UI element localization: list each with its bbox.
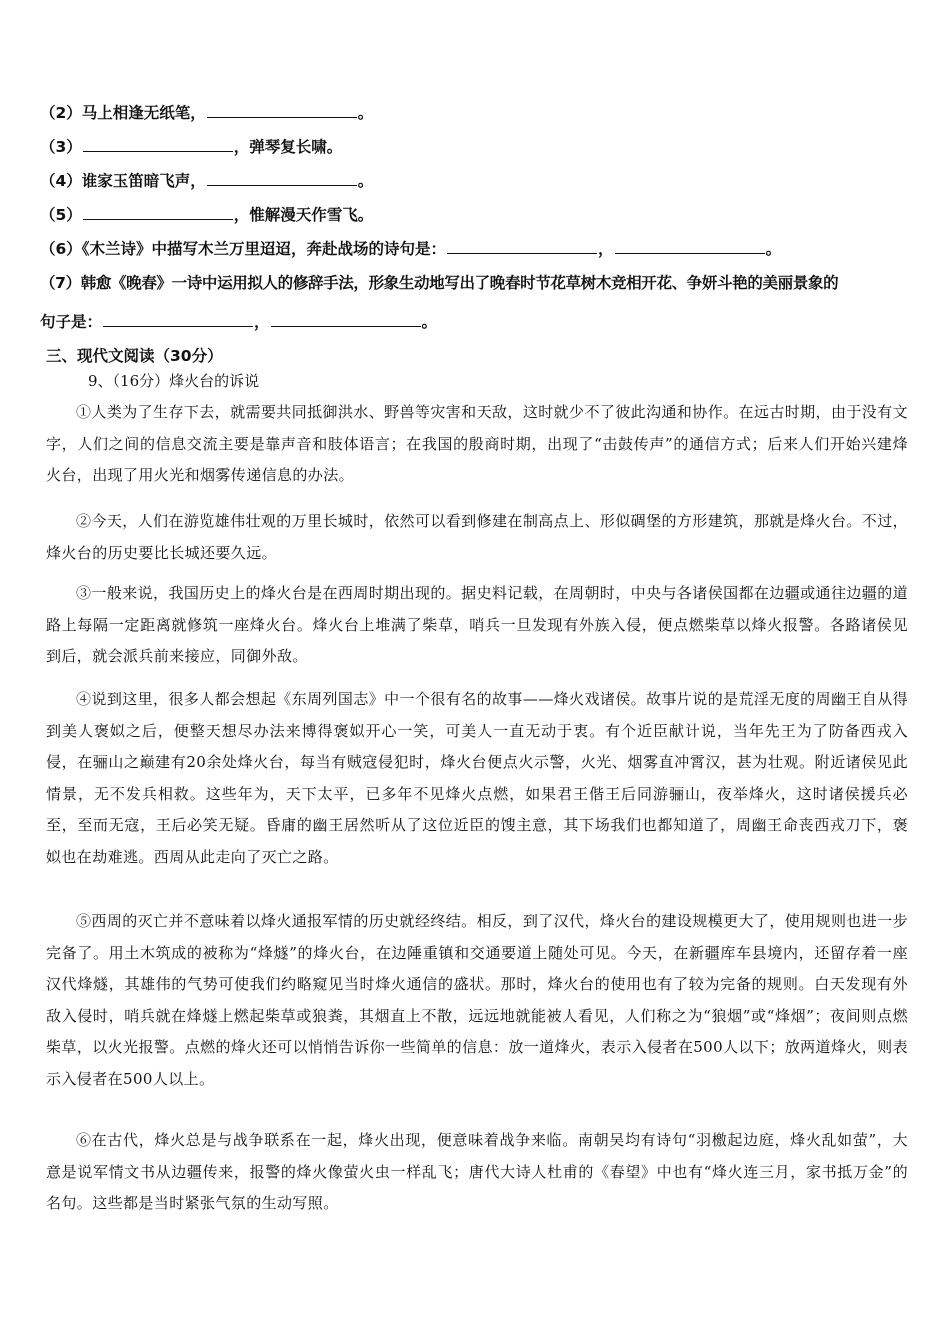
answer-blank[interactable] — [207, 170, 357, 186]
question-6-separator: ， — [598, 240, 614, 258]
answer-blank[interactable] — [83, 136, 233, 152]
question-7-line-2 — [40, 311, 920, 333]
question-2-text: （2）马上相逢无纸笔， — [40, 104, 206, 122]
question-6-text: （6）《木兰诗》中描写木兰万里迢迢，奔赴战场的诗句是： — [40, 240, 447, 258]
paragraph-2: ②今天，人们在游览雄伟壮观的万里长城时，依然可以看到修建在制高点上、形似碉堡的方形建筑，那就是烽火台。不过，烽火台的历史要比长城还要久远。 — [46, 512, 908, 562]
answer-blank[interactable] — [83, 204, 233, 220]
question-7-separator: ， — [254, 313, 270, 331]
answer-blank[interactable] — [615, 238, 765, 254]
paragraph-4: ④说到这里，很多人都会想起《东周列国志》中一个很有名的故事——烽火戏诸侯。故事片说的是荒淫无度的周幽王自从得到美人褒姒之后，便整天想尽办法来博得褒姒开心一笑，可美人一直无动于衷。有个近臣献计说，当年先王为了防备西戎入侵，在骊山之巅建有20余处烽火台，每当有贼寇侵犯时，烽火台便点火示警，火光、烟雾直冲霄汉，甚为壮观。附近诸侯见此情景，无不发兵相救。这些年为，天下太平，已多年不见烽火点燃，如果君王偕王后同游骊山，夜举烽火，这时诸侯援兵必至，至而无寇，王后必笑无疑。昏庸的幽王居然听从了这位近臣的馊主意，其下场我们也都知道了，周幽王命丧西戎刀下，褒姒也在劫难逃。西周从此走向了灭亡之路。 — [46, 690, 908, 866]
reading-title: 9、（16分）烽火台的诉说 — [88, 372, 260, 390]
paragraph-6: ⑥在古代，烽火总是与战争联系在一起，烽火出现，便意味着战争来临。南朝吴均有诗句“羽檄起边庭，烽火乱如萤”，大意是说军情文书从边疆传来，报警的烽火像萤火虫一样乱飞；唐代大诗人杜甫的《春望》中也有“烽火连三月，家书抵万金”的名句。这些都是当时紧张气氛的生动写照。 — [46, 1131, 908, 1212]
paragraph-3: ③一般来说，我国历史上的烽火台是在西周时期出现的。据史料记载，在周朝时，中央与各诸侯国都在边疆或通往边疆的道路上每隔一定距离就修筑一座烽火台。烽火台上堆满了柴草，哨兵一旦发现有外族入侵，便点燃柴草以烽火报警。各路诸侯见到后，就会派兵前来接应，同御外敌。 — [46, 584, 908, 665]
question-3-number: （3） — [40, 138, 82, 156]
paragraph-1: ①人类为了生存下去，就需要共同抵御洪水、野兽等灾害和天敌，这时就少不了彼此沟通和协作。在远古时期，由于没有文字，人们之间的信息交流主要是靠声音和肢体语言；在我国的殷商时期，出现了“击鼓传声”的通信方式；后来人们开始兴建烽火台，出现了用火光和烟雾传递信息的办法。 — [46, 403, 908, 484]
question-5-text: ，惟解漫天作雪飞。 — [233, 206, 374, 224]
question-5 — [40, 204, 920, 226]
question-2-end: 。 — [357, 104, 374, 122]
question-7-text: （7）韩愈《晚春》一诗中运用拟人的修辞手法，形象生动地写出了晚春时节花草树木竞相开花、争妍斗艳的美丽景象的 — [40, 274, 839, 292]
question-4-end: 。 — [357, 172, 374, 190]
question-4 — [40, 170, 920, 192]
answer-blank[interactable] — [207, 102, 357, 118]
question-2 — [40, 102, 920, 124]
question-6-end: 。 — [765, 240, 782, 258]
question-3 — [40, 136, 920, 158]
question-7-line-1 — [40, 272, 920, 294]
question-6 — [40, 238, 920, 260]
question-3-text: ，弹琴复长啸。 — [233, 138, 343, 156]
section-title: 三、现代文阅读（30分） — [46, 347, 223, 365]
answer-blank[interactable] — [103, 311, 253, 327]
answer-blank[interactable] — [447, 238, 597, 254]
question-5-number: （5） — [40, 206, 82, 224]
paragraph-5: ⑤西周的灭亡并不意味着以烽火通报军情的历史就经终结。相反，到了汉代，烽火台的建设规模更大了，使用规则也进一步完备了。用土木筑成的被称为“烽燧”的烽火台，在边陲重镇和交通要道上随处可见。今天，在新疆库车县境内，还留存着一座汉代烽燧，其雄伟的气势可使我们约略窥见当时烽火通信的盛状。那时，烽火台的使用也有了较为完备的规则。白天发现有外敌入侵时，哨兵就在烽燧上燃起柴草或狼粪，其烟直上不散，远远地就能被人看见，人们称之为“狼烟”或“烽烟”；夜间则点燃柴草，以火光报警。点燃的烽火还可以悄悄告诉你一些简单的信息：放一道烽火，表示入侵者在500人以下；放两道烽火，则表示入侵者在500人以上。 — [46, 912, 908, 1088]
question-7-end: 。 — [421, 313, 438, 331]
question-7-continuation: 句子是： — [40, 313, 103, 331]
question-4-text: （4）谁家玉笛暗飞声， — [40, 172, 206, 190]
answer-blank[interactable] — [271, 311, 421, 327]
